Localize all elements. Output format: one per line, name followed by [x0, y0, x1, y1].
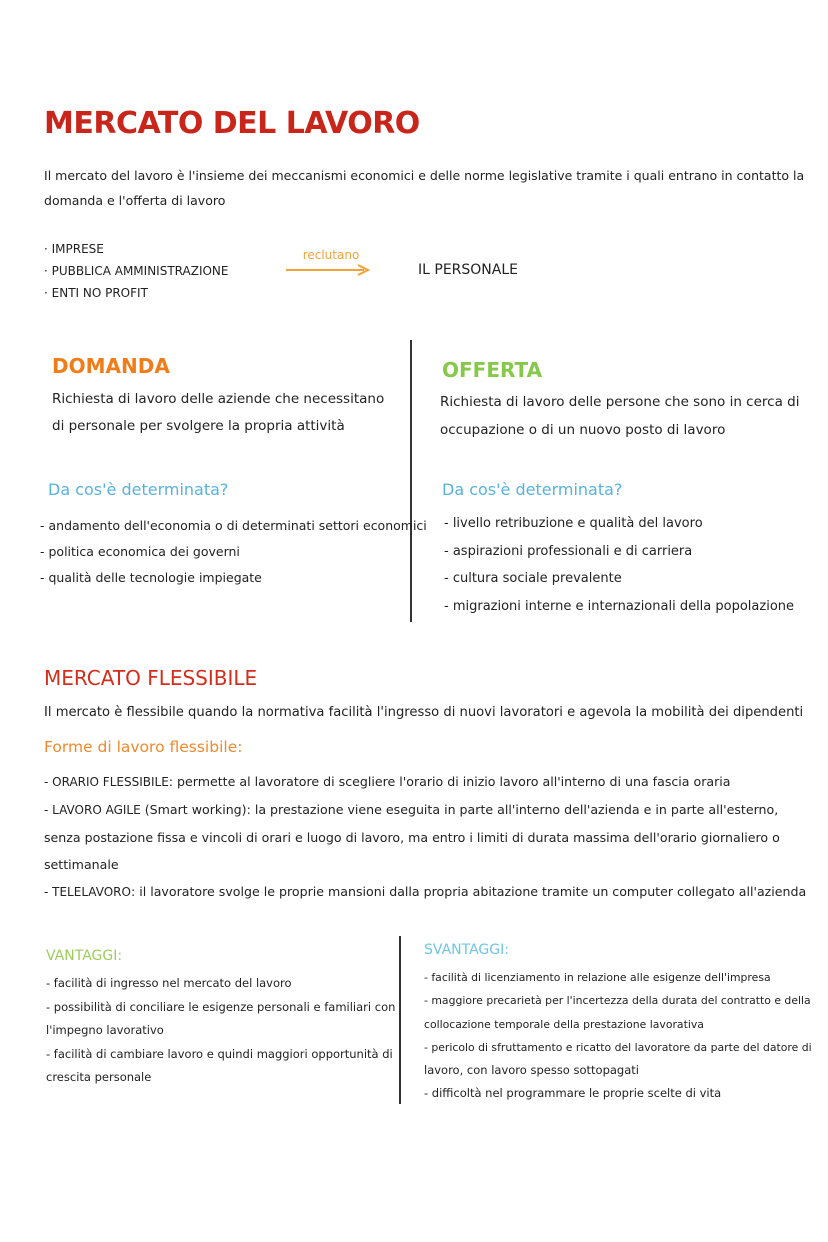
- list-item: - politica economica dei governi: [40, 544, 240, 559]
- offerta-factors: [444, 510, 794, 620]
- arrow-label: reclutano: [302, 248, 360, 262]
- form-agile-cont: senza postazione fissa e vincoli di orari e luogo di lavoro, ma entro i limiti di durata massima dell'orario giornaliero o: [44, 830, 780, 845]
- domanda-factors: [40, 513, 427, 591]
- form-telelavoro: [44, 878, 806, 906]
- flessibile-description: Il mercato è flessibile quando la normativa facilità l'ingresso di nuovi lavoratori e agevola la mobilità dei dipendenti: [44, 705, 804, 720]
- actor-item: · PUBBLICA AMMINISTRAZIONE: [44, 264, 229, 278]
- intro-paragraph: [44, 163, 804, 213]
- forms-list: [44, 768, 806, 906]
- list-item: - cultura sociale prevalente: [444, 571, 622, 586]
- vantaggi-list: [46, 972, 395, 1090]
- form-text: : permette al lavoratore di scegliere l'orario di inizio lavoro all'interno di una fascia oraria: [168, 774, 731, 789]
- target-personale: IL PERSONALE: [418, 262, 518, 278]
- list-item: - aspirazioni professionali e di carriera: [444, 543, 693, 559]
- domanda-desc-line: di personale per svolgere la propria attività: [52, 418, 345, 434]
- forms-heading: Forme di lavoro flessibile:: [44, 738, 243, 756]
- list-item: - facilità di licenziamento in relazione alle esigenze dell'impresa: [424, 971, 771, 984]
- offerta-desc-line: occupazione o di un nuovo posto di lavoro: [440, 422, 726, 438]
- actor-item: · ENTI NO PROFIT: [44, 286, 148, 300]
- offerta-description: [440, 388, 799, 444]
- form-agile: [44, 796, 806, 824]
- domanda-description: [52, 386, 384, 440]
- list-item: - difficoltà nel programmare le proprie scelte di vita: [424, 1086, 722, 1101]
- form-orario: [44, 768, 806, 796]
- list-item: - andamento dell'economia o di determinati settori economici: [40, 518, 427, 533]
- svantaggi-heading: SVANTAGGI:: [424, 942, 509, 958]
- domanda-heading: DOMANDA: [52, 354, 170, 378]
- list-item: - possibilità di conciliare le esigenze personali e familiari con: [46, 999, 396, 1014]
- domanda-question: Da cos'è determinata?: [48, 480, 229, 499]
- form-text: (Smart working): la prestazione viene eseguita in parte all'interno dell'azienda e in parte all'esterno,: [140, 802, 779, 817]
- list-item: - maggiore precarietà per l'incertezza della durata del contratto e della: [424, 994, 811, 1008]
- vantaggi-heading: VANTAGGI:: [46, 948, 123, 964]
- domanda-desc-line: Richiesta di lavoro delle aziende che necessitano: [52, 391, 385, 407]
- list-item: - facilità di ingresso nel mercato del lavoro: [46, 976, 292, 990]
- actors-list: [44, 238, 228, 304]
- right-arrow-icon: [284, 262, 374, 278]
- form-term: - LAVORO AGILE: [44, 803, 141, 817]
- svantaggi-list: [424, 966, 812, 1106]
- list-item: crescita personale: [46, 1070, 152, 1084]
- offerta-question: Da cos'è determinata?: [442, 480, 623, 499]
- list-item: - migrazioni interne e internazionali della popolazione: [444, 598, 795, 614]
- list-item: - livello retribuzione e qualità del lavoro: [444, 516, 703, 531]
- list-item: - facilità di cambiare lavoro e quindi maggiori opportunità di: [46, 1046, 393, 1061]
- list-item: lavoro, con lavoro spesso sottopagati: [424, 1063, 639, 1078]
- page-title: MERCATO DEL LAVORO: [44, 106, 420, 141]
- intro-line-1: Il mercato del lavoro è l'insieme dei meccanismi economici e delle norme legislative tramite i quali entrano in contatto la: [44, 168, 805, 183]
- form-agile-cont: settimanale: [44, 857, 119, 872]
- list-item: collocazione temporale della prestazione lavorativa: [424, 1017, 704, 1031]
- form-term: - TELELAVORO: [44, 885, 131, 899]
- form-text: : il lavoratore svolge le proprie mansioni dalla propria abitazione tramite un computer collegato all'azienda: [130, 884, 807, 899]
- list-item: - pericolo di sfruttamento e ricatto del lavoratore da parte del datore di: [424, 1040, 812, 1054]
- actor-item: · IMPRESE: [44, 242, 104, 256]
- flessibile-heading: MERCATO FLESSIBILE: [44, 666, 258, 690]
- offerta-desc-line: Richiesta di lavoro delle persone che sono in cerca di: [440, 394, 800, 410]
- offerta-heading: OFFERTA: [442, 358, 543, 382]
- list-item: - qualità delle tecnologie impiegate: [40, 570, 262, 585]
- pros-cons-divider: [399, 936, 401, 1104]
- list-item: l'impegno lavorativo: [46, 1023, 164, 1037]
- intro-line-2: domanda e l'offerta di lavoro: [44, 193, 226, 208]
- form-term: - ORARIO FLESSIBILE: [44, 775, 169, 789]
